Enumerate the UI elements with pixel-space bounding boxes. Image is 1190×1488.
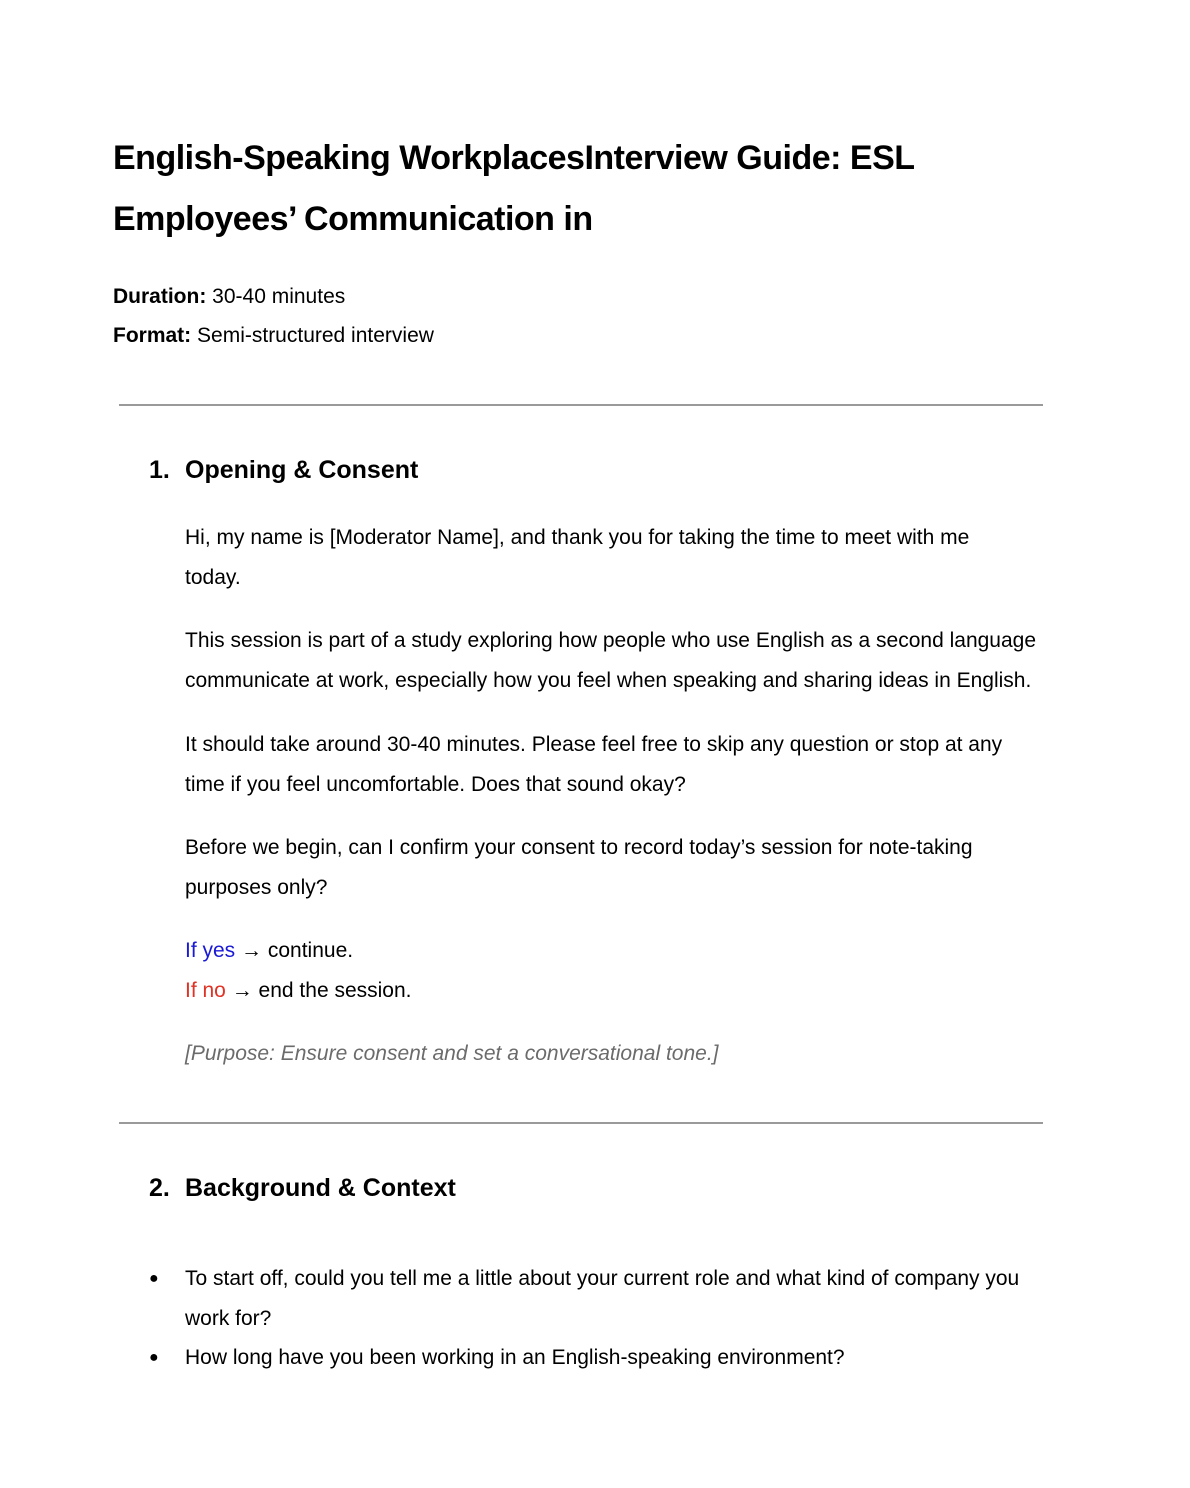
paragraph-line: Before we begin, can I confirm your consent to record today’s session for note-taking xyxy=(185,836,973,859)
if-no-label: If no xyxy=(185,979,226,1002)
paragraph-line: purposes only? xyxy=(185,876,328,899)
purpose-note: [Purpose: Ensure consent and set a conversational tone.] xyxy=(185,1042,719,1065)
title-line-2: Employees’ Communication in xyxy=(113,200,593,238)
format-line xyxy=(113,323,434,349)
section-2-title: Background & Context xyxy=(185,1174,456,1202)
paragraph-study xyxy=(185,621,1055,701)
if-yes-action: → continue. xyxy=(241,939,354,962)
paragraph-consent xyxy=(185,828,1055,908)
title-line-1: English-Speaking WorkplacesInterview Guide: ESL xyxy=(113,139,915,177)
bullet-icon: ● xyxy=(149,1270,159,1287)
section-1-number: 1. xyxy=(149,456,170,484)
paragraph-greeting xyxy=(185,518,1055,598)
if-yes-label: If yes xyxy=(185,939,236,962)
if-no-action: → end the session. xyxy=(231,979,412,1002)
paragraph-line: communicate at work, especially how you feel when speaking and sharing ideas in English. xyxy=(185,669,1032,692)
paragraph-line: Hi, my name is [Moderator Name], and thank you for taking the time to meet with me xyxy=(185,526,970,549)
section-2-heading xyxy=(149,1173,456,1203)
list-item-line: How long have you been working in an English-speaking environment? xyxy=(185,1346,845,1369)
paragraph-line: time if you feel uncomfortable. Does that sound okay? xyxy=(185,773,686,796)
list-item-line: To start off, could you tell me a little about your current role and what kind of company you xyxy=(185,1267,1020,1290)
list-item-text xyxy=(185,1259,1085,1339)
section-2-number: 2. xyxy=(149,1174,170,1202)
duration-line xyxy=(113,284,345,310)
paragraph-line: today. xyxy=(185,566,241,589)
section-divider xyxy=(119,404,1043,406)
duration-label: Duration: xyxy=(113,285,207,308)
duration-value: 30-40 minutes xyxy=(212,285,346,308)
if-yes-line xyxy=(185,938,353,964)
section-divider xyxy=(119,1122,1043,1124)
paragraph-line: This session is part of a study exploring how people who use English as a second language xyxy=(185,629,1037,652)
paragraph-duration xyxy=(185,725,1055,805)
bullet-icon: ● xyxy=(149,1349,159,1366)
format-value: Semi-structured interview xyxy=(197,324,434,347)
section-1-heading xyxy=(149,455,418,485)
document-title xyxy=(113,128,1013,250)
format-label: Format: xyxy=(113,324,192,347)
list-item-text xyxy=(185,1338,1085,1378)
list-item-line: work for? xyxy=(185,1307,272,1330)
if-no-line xyxy=(185,978,412,1004)
section-1-title: Opening & Consent xyxy=(185,456,419,484)
paragraph-line: It should take around 30-40 minutes. Please feel free to skip any question or stop at any xyxy=(185,733,1003,756)
